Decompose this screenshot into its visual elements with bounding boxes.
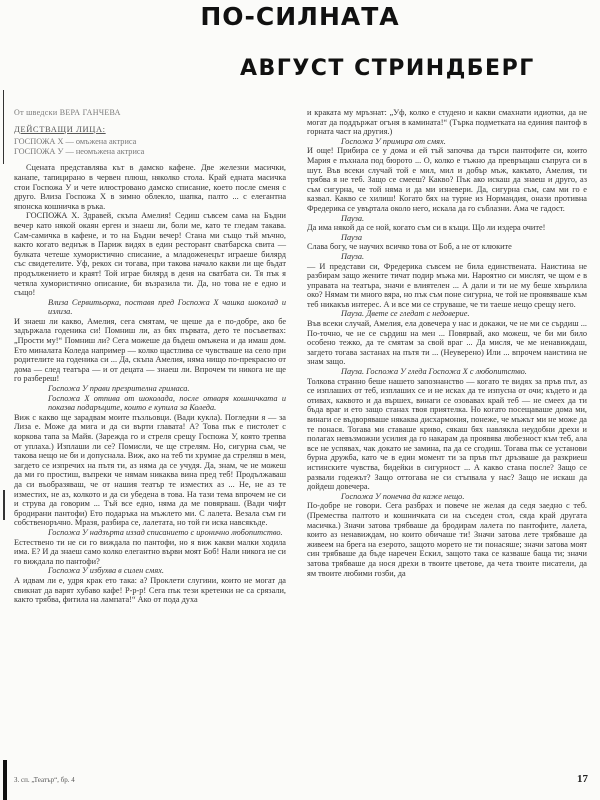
cast-item: ГОСПОЖА У — неомъжена актриса <box>14 146 145 156</box>
translator-credit: От шведски ВЕРА ГАНЧЕВА <box>14 108 121 117</box>
cast-item: ГОСПОЖА Х — омъжена актриса <box>14 137 137 147</box>
stage-direction: Госпожа У понечва да каже нещо. <box>341 491 465 501</box>
dialogue-paragraph: Виж с какво ще зарадвам моите пъзльовци. (Вади кукла). Погледни я — за Лиза е. Може да мига и да си върти главата! А? Това пък е пистолет с коркова тапа за Майя. (Зарежда го и стреля срещу Госпожа У, която трепва от уплаха.) Изплаши ли се? Помисли, че ще стрелям. Но, сигурна съм, че такова нещо не би и допуснала. Виж, ако на теб ти хрумне да стреляш в мен, загдето се изпречих на пътя ти, аз няма да се учудя. Да, знам, че не можеш да ми го простиш, въпреки че нямам никаква вина пред теб! Продължаваш да си въобразяваш, че от нашия театър те изместих аз ... Не, не аз те изместих, не аз, колкото и да си убедена в това. На тази тема впрочем не си и струва да говорим ... Тъй все едно, няма да ме повярваш. (Вади чифт бродирани пантофи) Ето подаръка на мъжлето ми. С лалета. Везала съм ги собственоръчно. Мразя, разбира се, лалетата, но той ги иска навсякъде. <box>14 412 286 528</box>
left-text-column <box>14 108 286 605</box>
author-name: АВГУСТ СТРИНДБЕРГ <box>240 56 535 81</box>
dialogue-paragraph: Толкова странно беше нашето запознанство — когато те видях за пръв път, аз се изплаших от теб, изплаших се и не исках да те изпусна от очи; където и да отивах, каквото и да вършех, винаги се озовавах край теб — не смеех да ти бъда враг и ето защо станах твоя приятелка. Но когато посещаваше дома ми, винаги се въдворяваше някаква дисхармония, понеже, че мъжът ми не може да те понася. Тогава ми ставаше криво, сякаш бях навлякла неудобни дрехи и полагах невъзможни усилия да го накарам да проявява любезност към теб, ала все не успявах, чак докато не замина, па да се сгодиш. Тогава пък се установи бурна дружба, като че в един момент ти за пръв път дръзваше да разкриеш истинските чувства, бидейки в сигурност ... А какво стана после? Защо се развали годежът? Защо оттогава не си стъпвала у нас? Защо не искаш да дойдеш довечера. <box>307 376 587 492</box>
right-paragraphs <box>307 108 587 578</box>
stage-direction: Госпожа Х отпива от шоколада, после отваря кошничката и показва подаръците, които е купила за Коледа. <box>48 393 286 413</box>
stage-direction: Пауза <box>341 232 362 242</box>
dialogue-paragraph: Да има някой да се ной, когато съм си в къщи. Що ли издера очите! <box>307 223 546 233</box>
dialogue-paragraph: ГОСПОЖА Х. Здравей, скъпа Амелия! Седиш съвсем сама на Бъдни вечер като някой окаян ерген и знаеш ли, боли ме, като те гледам такава. Сам-самичка в кафене, и то на Бъдни вечер! Стана ми също тъй мъчно, както когато веднъж в Париж видях в един ресторант сватбарска свита — булката четеше хумористично списание, а младоженецът играеше билярд със свидетелите. Уф, рекох си тогава, при такова начало какви ли ще бъдат продължението и краят! Той играе билярд в деня на сватбата си. Тя пък я четяла хумористично описание, би възразила ти. Да, но това не е едно и също! <box>14 211 286 298</box>
stage-direction: Пауза. Госпожа У гледа Госпожа Х с любопитство. <box>341 367 527 377</box>
stage-direction: Пауза. <box>341 251 365 261</box>
stage-direction: Пауза. <box>341 213 365 223</box>
page-number: 17 <box>577 773 588 785</box>
stage-direction: Госпожа У прави презрителна гримаса. <box>48 384 190 394</box>
dialogue-paragraph: Във всеки случай, Амелия, ела довечера у нас и докажи, че не ми се сърдиш ... По-точно, че не се сърдиш на мен ... Повярвай, ако можеш, че би ми било особено тежко, да те смятам за свой враг ... Да мисля, че ме ненавиждаш, загдето тогава застанах на пътя ти ... (Неуверено) Или ... впрочем наистина не знам защо. <box>307 319 587 367</box>
dialogue-paragraph: Слава богу, че научих всичко това от Боб, а не от клюките <box>307 242 512 252</box>
stage-direction: Госпожа У примира от смях. <box>341 136 446 146</box>
stage-direction: Влиза Сервитьорка, поставя пред Госпожа Х чашка шоколад и излиза. <box>48 297 286 317</box>
right-text-column <box>307 108 587 578</box>
scan-edge-mark <box>3 490 5 520</box>
dialogue-paragraph: По-добре не говори. Сега разбрах и повече не желая да седя заедно с теб. (Премества палтото и кошничката си на съседен стол, сяда край другата масичка.) Значи затова трябваше да бродирам лалета по пантофите, лалета, които аз ненавиждам, но които обичаше ти! Значи затова лете трябваше да живеем на брега на езерото, защото морето не ти понасяше; значи затова моят син трябваше да бъде наречен Ескил, защото така се казваше баща ти; значи затова трябваше да нося дрехи в твоите цветове, да чета твоите писатели, да ям твоите любими гозби, да <box>307 501 587 578</box>
cast-heading: ДЕЙСТВАЩИ ЛИЦА: <box>14 123 106 134</box>
dialogue-paragraph: Сцената представлява кът в дамско кафене. Две железни масички, канапе, тапицирано в червен плюш, няколко стола. Край едната масичка стои Госпожа У и чете илюстровано дамско списание, което после сменя с друго. Влиза Госпожа Х в зимно облекло, шапка, палто ... с елегантна японска кошничка в ръка. <box>14 163 286 211</box>
dialogue-paragraph: А идвам ли е, удря крак ето така: а? Проклети слугини, които не могат да свикнат да варят хубаво кафе! Р-р-р! Сега пък тези кретенки не са срязали, както трябва, фитила на лампата!“ Ако от пода духа <box>14 575 286 605</box>
dialogue-paragraph: — И представи си, Фредерика съвсем не била единствената. Наистина не разбирам защо жените тичат подир мъжа ми. Нароятно си мислят, че щом е в управата на театъра, значи е влиятелен ... А дали и ти не му беше хвърлила око? Нямам ти много вяра, но пък съм поне сигурна, че той не проявяваше към теб никакъв интерес. А и все ми се струваше, че ти таеше нещо срещу него. <box>307 261 587 309</box>
scan-edge-mark <box>3 150 4 164</box>
scan-edge-mark <box>3 90 4 150</box>
left-paragraphs <box>14 163 286 604</box>
stage-direction: Пауза. Двете се гледат с недоверие. <box>341 309 470 319</box>
dialogue-paragraph: и краката му мръзнат: „Уф, колко е студено и какви смахнати идиотки, да не могат да поддържат огъня в камината!“ (Търка подметката на единия пантоф в горната част на другия.) <box>307 108 587 137</box>
stage-direction: Госпожа У надзърта иззад списанието с иронично любопитство. <box>48 527 283 537</box>
scan-edge-mark <box>3 760 7 800</box>
dialogue-paragraph: Естествено ти не си го виждала по пантофи, но я виж какви малки ходила има. Е? И да знаеш само колко елегантно върви моят Боб! Нали никога не си го виждала по пантофи? <box>14 537 286 566</box>
dialogue-paragraph: И знаеш ли какво, Амелия, сега смятам, че щеше да е по-добре, ако бе задържала годеника си! Помниш ли, аз бях първата, дето те посъветвах: „Прости му!“ Помниш ли? Сега можеше да бъдеш омъжена и да имаш дом. Ето миналата Коледа например — колко щастлива се чувстваше на село при родителите на годеника си ... Да, скъпа Амелия, няма нищо по-прекрасно от дома — след театъра — и от децата — знаеш ли. Впрочем ти никога не ще го разбереш! <box>14 316 286 384</box>
play-title: ПО-СИЛНАТА <box>200 2 400 31</box>
dialogue-paragraph: И още! Прибира се у дома и ей тъй започва да търси пантофите си, които Мария е пъхнала под бюрото ... О, колко е тъжно да превръщаш съпруга си в шут. Във всеки случай той е мил, мил и добър мъж, какъвто, Амелия, ти трябва я не теб. Защо се смееш? Какво? Пък ако искаш да знаеш и друго, аз съм сигурна, че той няма и да ми изневери. Да, сигурна съм, сам ми го е казвал. Какво се хилиш! Когато бях на турне из Нормандия, онази противна Фредерика се увъртала около него, искала да го съблазни. Ама че гадост. <box>307 146 587 213</box>
stage-direction: Госпожа У избухва в силен смях. <box>48 566 164 576</box>
source-footnote: З. сп. „Театър“, бр. 4 <box>14 776 75 784</box>
